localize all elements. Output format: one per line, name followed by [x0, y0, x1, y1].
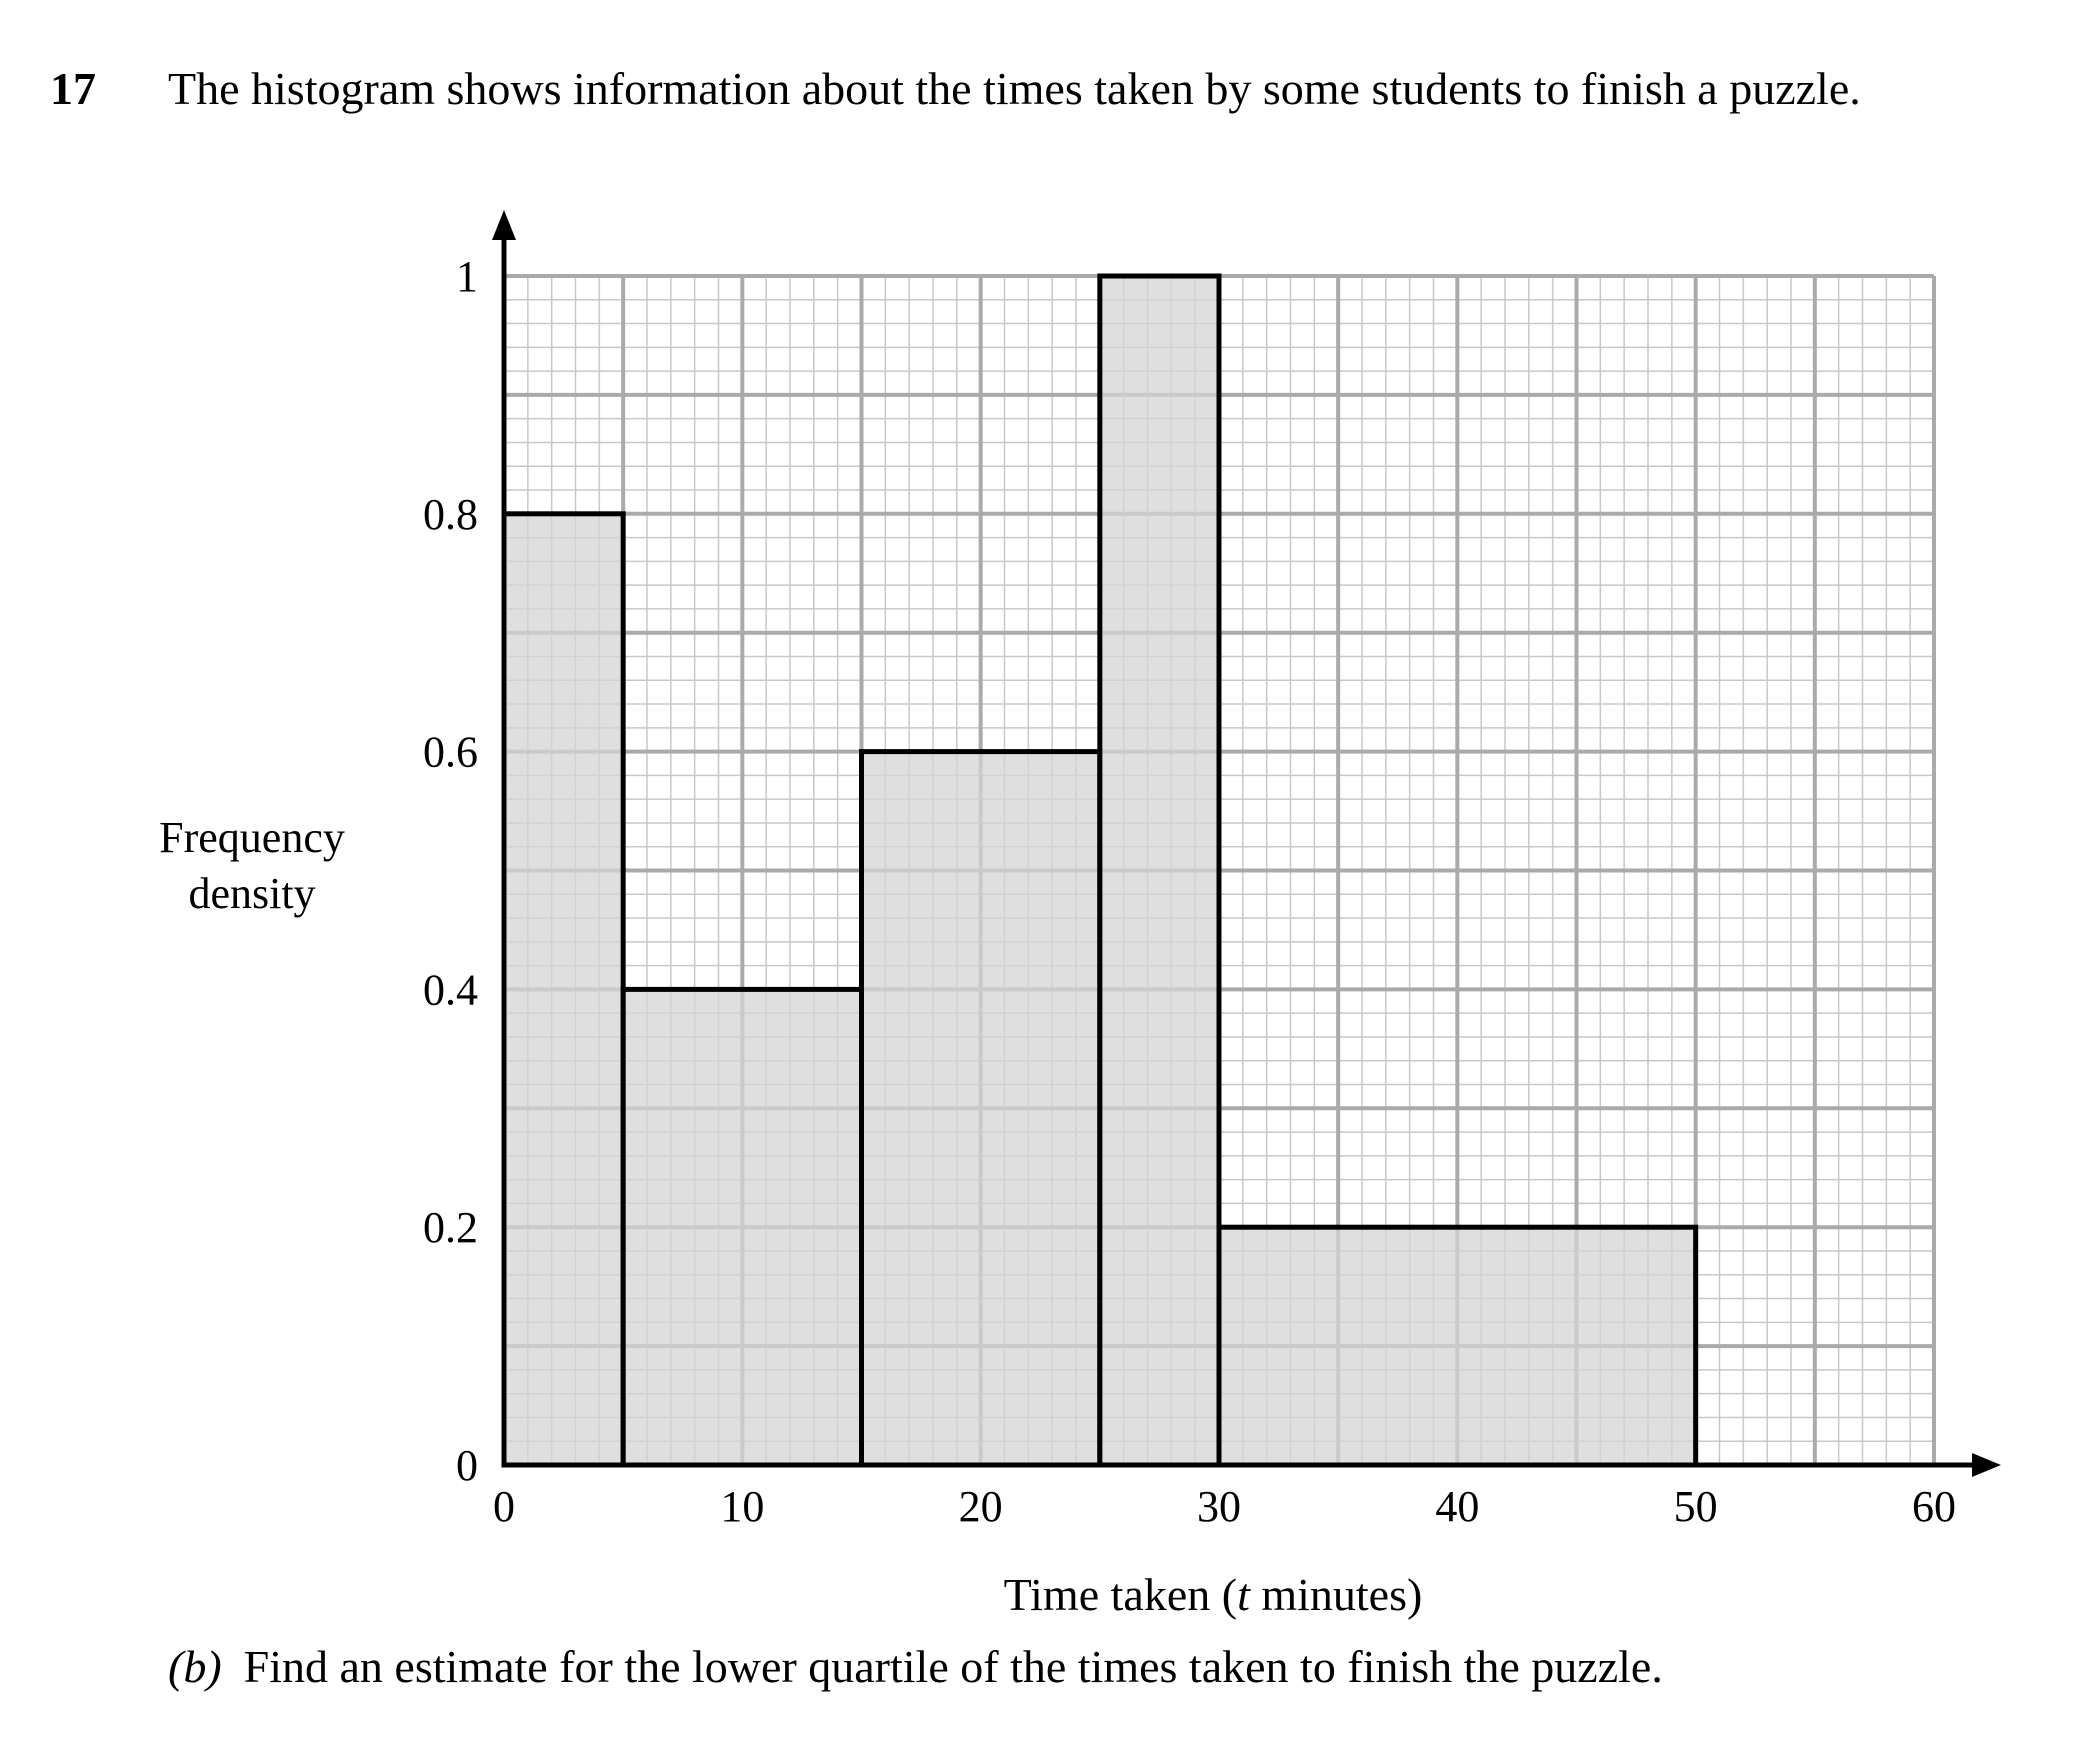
part-b-text: Find an estimate for the lower quartile of the times taken to finish the puzzle.	[243, 1641, 1663, 1692]
y-axis-arrow-icon	[492, 210, 516, 240]
x-axis-label-variable: t	[1237, 1569, 1250, 1620]
x-tick-label: 50	[1673, 1482, 1718, 1531]
question-number: 17	[50, 63, 96, 114]
x-tick-label: 0	[493, 1482, 515, 1531]
x-tick-label: 40	[1435, 1482, 1480, 1531]
histogram-bar-4	[1100, 276, 1219, 1465]
y-axis-label-line-1: Frequency	[159, 813, 345, 862]
part-b	[168, 1640, 1663, 1693]
x-tick-label: 10	[720, 1482, 765, 1531]
x-axis-label	[1004, 1569, 1423, 1620]
x-tick-label: 30	[1197, 1482, 1241, 1531]
x-axis-arrow-icon	[1972, 1453, 2001, 1477]
y-tick-label: 1	[456, 252, 478, 301]
y-tick-label: 0.4	[423, 965, 478, 1015]
x-axis-label-part-1: Time taken (	[1003, 1569, 1238, 1620]
y-tick-label: 0.8	[423, 489, 478, 539]
x-tick-label: 60	[1912, 1482, 1956, 1531]
y-axis-label-line-2: density	[188, 869, 316, 918]
y-tick-label: 0.2	[423, 1203, 478, 1253]
histogram-bar-2	[623, 989, 861, 1465]
question-text: The histogram shows information about the times taken by some students to finish a puzzle.	[168, 63, 1861, 114]
x-axis-label-part-2: minutes)	[1249, 1569, 1423, 1620]
y-tick-label: 0	[456, 1441, 478, 1490]
y-tick-label: 0.6	[423, 727, 478, 777]
histogram-bar-5	[1219, 1227, 1696, 1465]
histogram-bar-3	[862, 752, 1100, 1465]
part-b-label: (b)	[168, 1641, 222, 1692]
x-tick-label: 20	[958, 1482, 1003, 1531]
histogram-bar-1	[504, 514, 623, 1465]
